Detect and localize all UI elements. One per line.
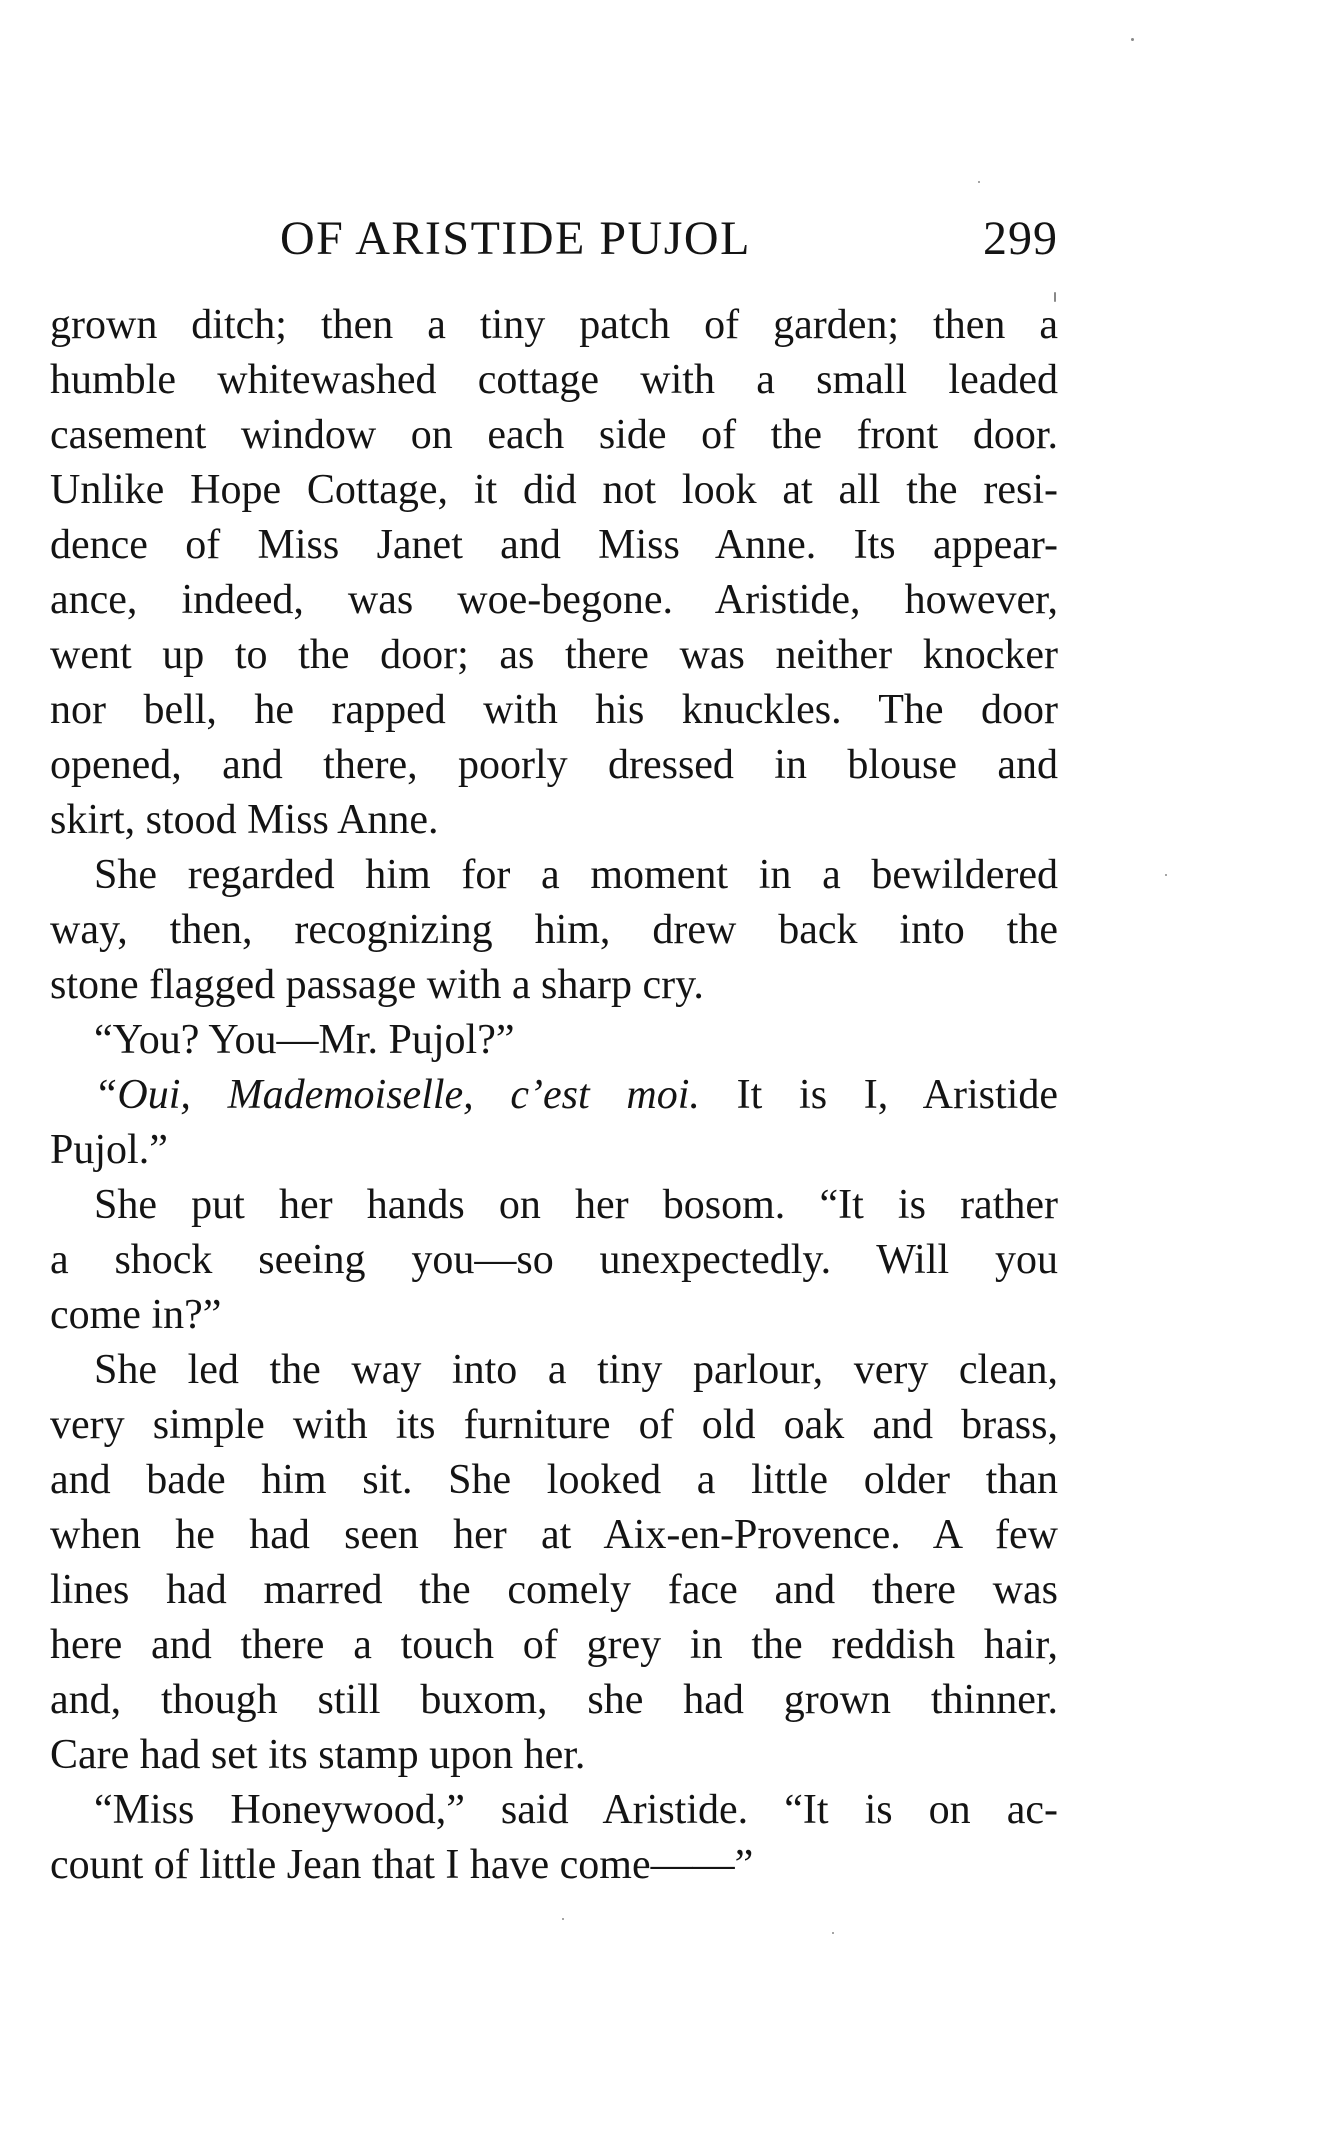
scan-speck: [1131, 38, 1134, 41]
text-line: and bade him sit. She looked a little older than: [50, 1457, 1058, 1503]
text-line: Care had set its stamp upon her.: [50, 1732, 586, 1778]
text-line: She put her hands on her bosom. “It is rather: [94, 1182, 1058, 1228]
text-line: skirt, stood Miss Anne.: [50, 797, 439, 843]
scan-speck: [562, 1918, 564, 1920]
text-line: nor bell, he rapped with his knuckles. The door: [50, 687, 1058, 733]
text-line: way, then, recognizing him, drew back into the: [50, 907, 1058, 953]
text-line: Unlike Hope Cottage, it did not look at all the resi-: [50, 467, 1058, 513]
running-head: [50, 209, 1058, 269]
text-line: come in?”: [50, 1292, 222, 1338]
dialogue-rest: It is I, Aristide: [699, 1072, 1058, 1118]
text-line: very simple with its furniture of old oak and brass,: [50, 1402, 1058, 1448]
dialogue-line: [50, 1068, 1058, 1123]
text-line: a shock seeing you—so unexpectedly. Will you: [50, 1237, 1058, 1283]
text-line: grown ditch; then a tiny patch of garden; then a: [50, 302, 1058, 348]
scan-speck: [832, 1932, 834, 1934]
text-line: went up to the door; as there was neither knocker: [50, 632, 1058, 678]
scan-speck: [978, 181, 980, 183]
text-line: humble whitewashed cottage with a small leaded: [50, 357, 1058, 403]
text-line: casement window on each side of the front door.: [50, 412, 1058, 458]
text-line: She led the way into a tiny parlour, very clean,: [94, 1347, 1058, 1393]
page-number: 299: [983, 212, 1058, 265]
text-line: ance, indeed, was woe-begone. Aristide, however,: [50, 577, 1058, 623]
text-line: count of little Jean that I have come——”: [50, 1842, 754, 1888]
text-line: Pujol.”: [50, 1127, 168, 1173]
dialogue-line: “You? You—Mr. Pujol?”: [94, 1017, 515, 1063]
text-line: lines had marred the comely face and there was: [50, 1567, 1058, 1613]
text-line: “Miss Honeywood,” said Aristide. “It is on ac-: [94, 1787, 1058, 1833]
text-line: and, though still buxom, she had grown thinner.: [50, 1677, 1058, 1723]
scan-speck: [1165, 874, 1167, 876]
text-line: She regarded him for a moment in a bewildered: [94, 852, 1058, 898]
scan-speck: [1054, 292, 1056, 302]
running-title: OF ARISTIDE PUJOL: [280, 212, 751, 265]
text-line: dence of Miss Janet and Miss Anne. Its appear-: [50, 522, 1058, 568]
text-line: here and there a touch of grey in the reddish hair,: [50, 1622, 1058, 1668]
text-line: when he had seen her at Aix-en-Provence. A few: [50, 1512, 1058, 1558]
text-line: opened, and there, poorly dressed in blouse and: [50, 742, 1058, 788]
french-phrase: “Oui, Mademoiselle, c’est moi.: [94, 1072, 700, 1118]
text-line: stone flagged passage with a sharp cry.: [50, 962, 704, 1008]
body-text: [50, 298, 1058, 1893]
